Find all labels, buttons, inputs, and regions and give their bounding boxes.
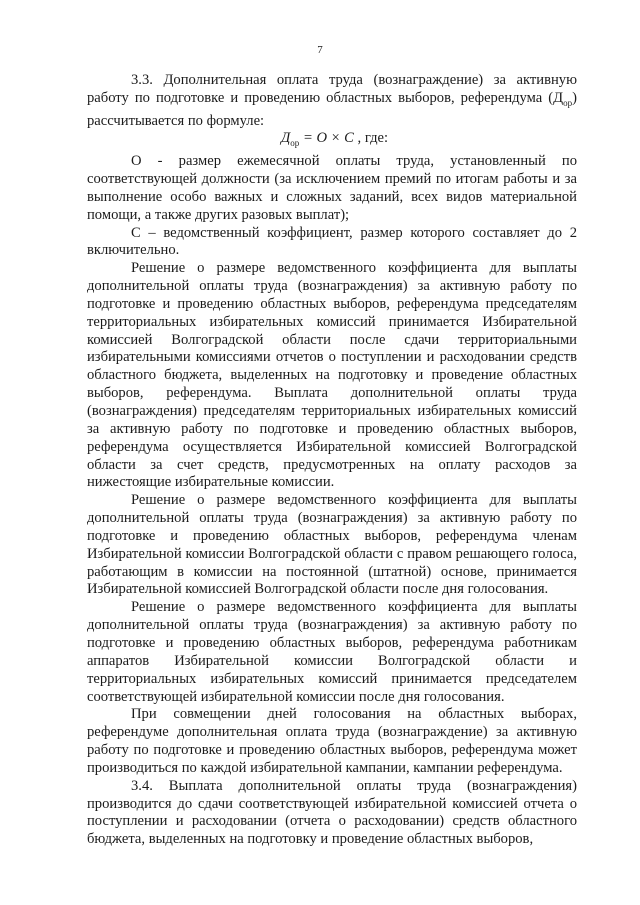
paragraph-combined-voting: При совмещении дней голосования на областных выборах, референдуме дополнительная оплата труда (вознаграждение) за активную работу по подготовке и проведению областных выборов, референдума может производиться по каждой избирательной кампании, кампании референдума.: [87, 706, 577, 776]
definition-c: С – ведомственный коэффициент, размер которого составляет до 2 включительно.: [87, 224, 577, 259]
paragraph-chairmen: Решение о размере ведомственного коэффициента для выплаты дополнительной оплаты труда (вознаграждения) за активную работу по подготовке и проведению областных выборов, референдума председателям территориальных избирательных комиссий принимается Избирательной комиссией Волгоградской области после сдачи территориальными избирательными комиссиями отчетов о поступлении и расходовании средств областного бюджета, выделенных на подготовку и проведение областных выборов, референдума. Выплата дополнительной оплаты труда (вознаграждения) председателям территориальных избирательных комиссий за активную работу по подготовке и проведению областных выборов, референдума осуществляется Избирательной комиссией Волгоградской области за счет средств, предусмотренных на оплату расходов за нижестоящие избирательные комиссии.: [87, 260, 577, 491]
paragraph-3-3-subscript: ор: [563, 97, 573, 108]
definition-o: О - размер ежемесячной оплаты труда, установленный по соответствующей должности (за исключением премий по итогам работы и за выполнение особо важных и сложных заданий, всех видов материальной помощи, а также других разовых выплат);: [87, 153, 577, 223]
formula-lhs-subscript: ор: [290, 138, 300, 149]
formula-tail: , где:: [353, 130, 389, 147]
formula-lhs: Д: [281, 130, 291, 147]
paragraph-staff: Решение о размере ведомственного коэффициента для выплаты дополнительной оплаты труда (вознаграждения) за активную работу по подготовке и проведению областных выборов, референдума работникам аппаратов Избирательной комиссии Волгоградской области и территориальных избирательных комиссий принимается председателем соответствующей избирательной комиссии после дня голосования.: [87, 599, 577, 705]
formula-rhs: = О × С: [299, 130, 354, 147]
paragraph-3-4: 3.4. Выплата дополнительной оплаты труда (вознаграждения) производится до сдачи соответствующей избирательной комиссией отчета о поступлении и расходовании (отчета о расходовании) средств областного бюджета, выделенных на подготовку и проведение областных выборов,: [87, 777, 577, 848]
paragraph-3-3-tail: ) рассчитывается по формуле:: [87, 89, 577, 129]
formula: [87, 130, 577, 153]
paragraph-members: Решение о размере ведомственного коэффициента для выплаты дополнительной оплаты труда (вознаграждения) за активную работу по подготовке и проведению областных выборов, референдума членам Избирательной комиссии Волгоградской области с правом решающего голоса, работающим в комиссии на постоянной (штатной) основе, принимается Избирательной комиссией Волгоградской области после дня голосования.: [87, 492, 577, 598]
paragraph-3-3-text: 3.3. Дополнительная оплата труда (вознаграждение) за активную работу по подготовке и проведению областных выборов, референдума (Д: [87, 72, 577, 106]
document-body: [87, 72, 577, 849]
paragraph-3-3: [87, 72, 577, 130]
page-number: 7: [317, 44, 323, 56]
